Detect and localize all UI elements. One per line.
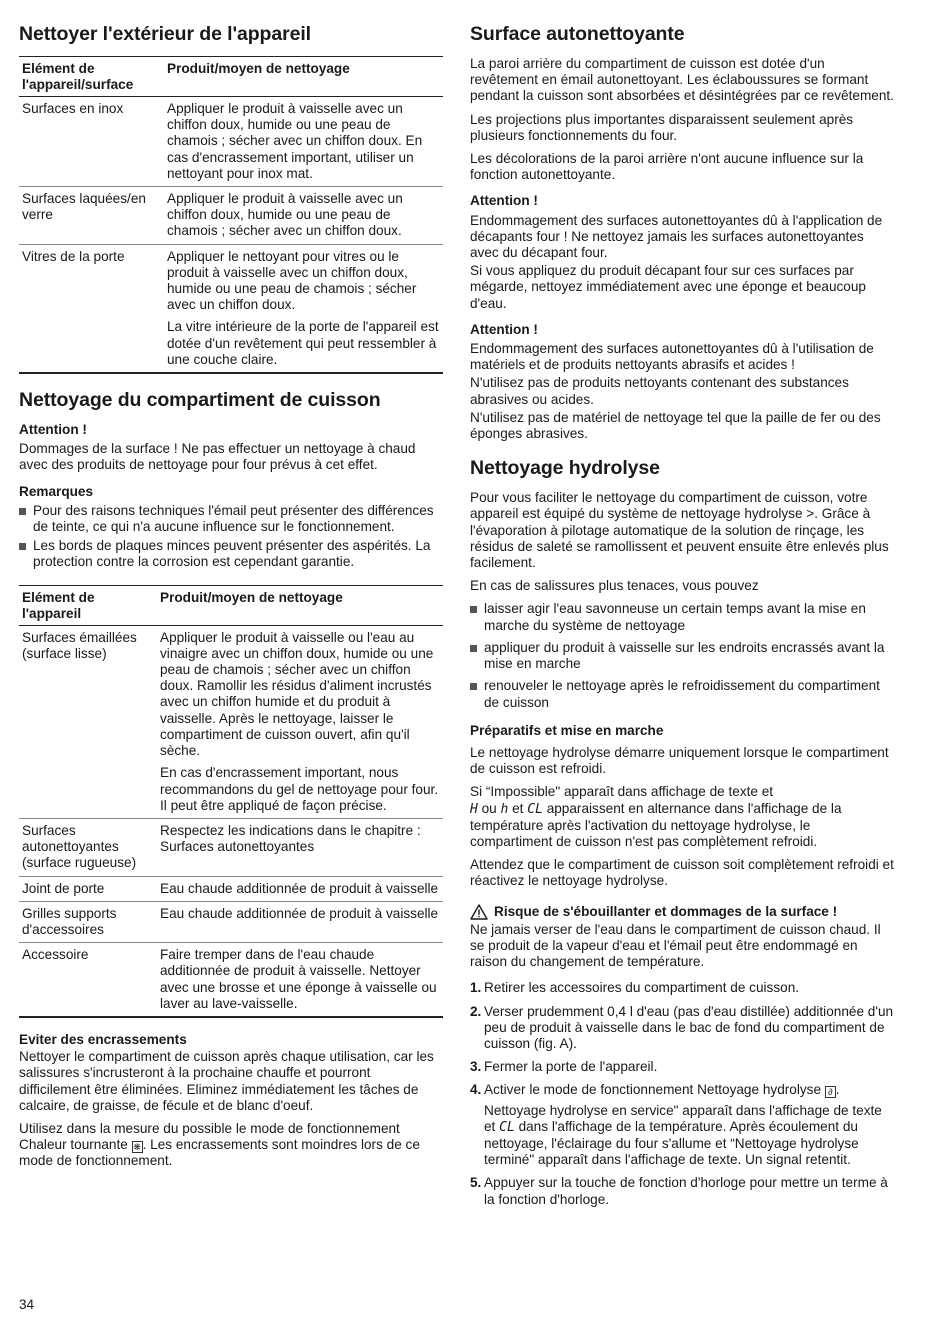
hydrolyse-mode-icon: ∂ — [825, 1086, 836, 1098]
steps-list — [470, 980, 894, 1207]
cell-text: Appliquer le produit à vaisselle avec un chiffon doux, humide ou une peau de chamois ; sécher avec un chiffon doux. — [167, 191, 403, 239]
warning-triangle-icon — [470, 904, 488, 920]
table-cell-element: Vitres de la porte — [22, 248, 125, 264]
hydrolyse-paragraph: Pour vous faciliter le nettoyage du compartiment de cuisson, votre appareil est équipé du système de nettoyage hydrolyse >. Grâce à l'évaporation à pilotage automatique de la solution de rinçage, les résidus de saleté se ramollissent et peuvent ensuite être enlevés plus facilement. — [470, 490, 889, 571]
convection-fan-icon: ❋ — [133, 1142, 141, 1153]
table-cell-element: Joint de porte — [19, 876, 157, 901]
table-cell-product — [164, 97, 443, 187]
table-row — [19, 97, 443, 187]
table1-header-element: Elément de l'appareil/surface — [19, 57, 164, 97]
step-text: Appuyer sur la touche de fonction d'horloge pour mettre un terme à la fonction d'horloge. — [484, 1175, 888, 1207]
step-text: Retirer les accessoires du compartiment de cuisson. — [484, 980, 800, 996]
table-cell-element: Surfaces en inox — [19, 97, 164, 187]
table-cell-product — [157, 943, 443, 1017]
list-item: laisser agir l'eau savonneuse un certain temps avant la mise en marche du système de nettoyage — [470, 601, 894, 633]
table-cell-product — [164, 187, 443, 245]
attention-text: N'utilisez pas de produits nettoyants contenant des substances abrasives ou acides. — [470, 375, 849, 407]
step-text: Fermer la porte de l'appareil. — [484, 1059, 658, 1075]
left-column — [19, 22, 443, 1177]
list-item — [470, 1175, 894, 1207]
list-item — [470, 1059, 894, 1075]
table-cell-product — [157, 625, 443, 818]
table-cell-product — [157, 901, 443, 942]
compartment-table — [19, 585, 443, 1018]
cell-text: Eau chaude additionnée de produit à vaisselle — [160, 880, 439, 896]
table-cell-element: Accessoire — [22, 947, 89, 963]
display-cl-symbol: CL — [527, 801, 543, 817]
step-text: Verser prudemment 0,4 l d'eau (pas d'eau distillée) additionnée d'un peu de produit à vaisselle dans le bac de fond du compartiment de cuisson (fig. A). — [484, 1003, 894, 1051]
attention-label: Attention ! — [19, 422, 87, 438]
display-cl-symbol: CL — [499, 1119, 515, 1135]
step-number: 1. — [470, 980, 482, 996]
table-row — [19, 187, 443, 245]
risk-label: Risque de s'ébouillanter et dommages de la surface ! — [494, 903, 838, 919]
table2-header-element: Elément de l'appareil — [19, 585, 157, 625]
cell-text: Respectez les indications dans le chapitre : Surfaces autonettoyantes — [160, 822, 421, 855]
utilisez-text-b: . Les encrassements sont moindres lors de ce mode de fonctionnement. — [19, 1137, 420, 1169]
text-segment: et — [512, 800, 524, 816]
display-h-lower-symbol: h — [500, 801, 509, 817]
attention-text: N'utilisez pas de matériel de nettoyage tel que la paille de fer ou des éponges abrasives. — [470, 409, 881, 442]
table-row — [19, 818, 443, 876]
right-column — [470, 22, 894, 1215]
table-cell-element: Surfaces autonettoyantes (surface rugueuse) — [19, 818, 157, 876]
table2-header-product: Produit/moyen de nettoyage — [157, 585, 443, 625]
preparatifs-label: Préparatifs et mise en marche — [470, 722, 664, 738]
heading-compartment: Nettoyage du compartiment de cuisson — [19, 389, 381, 412]
preparatifs-paragraph: Attendez que le compartiment de cuisson soit complètement refroidi et réactivez le nettoyage hydrolyse. — [470, 857, 894, 889]
list-item: renouveler le nettoyage après le refroidissement du compartiment de cuisson — [470, 678, 894, 710]
table-cell-element: Surfaces laquées/en verre — [19, 187, 164, 245]
cell-text: Eau chaude additionnée de produit à vaisselle — [160, 905, 439, 921]
table-row — [19, 244, 443, 373]
table-cell-product — [157, 818, 443, 876]
page-number: 34 — [19, 1297, 35, 1312]
table-row — [19, 876, 443, 901]
attention-text: Dommages de la surface ! Ne pas effectuer un nettoyage à chaud avec des produits de nettoyage pour four prévus à cet effet. — [19, 441, 416, 473]
remarques-label: Remarques — [19, 483, 94, 499]
preparatifs-paragraph: Le nettoyage hydrolyse démarre uniquement lorsque le compartiment de cuisson est refroidi. — [470, 744, 889, 777]
cell-text: Appliquer le nettoyant pour vitres ou le produit à vaisselle avec un chiffon doux, humide ou une peau de chamois ; sécher avec un chiffon doux. — [167, 248, 417, 313]
eviter-text: Nettoyer le compartiment de cuisson après chaque utilisation, car les salissures s'incrusteront à la prochaine chauffe et pourront difficilement être éliminées. Eliminez immédiatement les tâches de calcaire, de graisse, de fécule et de blanc d'oeuf. — [19, 1049, 434, 1113]
text-segment: Activer le mode de fonctionnement Nettoyage hydrolyse — [484, 1082, 822, 1098]
cell-text: Appliquer le produit à vaisselle avec un chiffon doux, humide ou une peau de chamois ; sécher avec un chiffon doux. En cas d'encrassement important, utiliser un nettoyant pour inox mat. — [167, 101, 423, 181]
list-item — [470, 1082, 894, 1168]
attention-text: Endommagement des surfaces autonettoyantes dû à l'utilisation de matériels et de produits nettoyants abrasifs et acides ! — [470, 341, 874, 373]
text-segment: Nettoyage hydrolyse en service" apparaît dans l'affichage de texte et — [484, 1102, 882, 1134]
risk-text: Ne jamais verser de l'eau dans le compartiment de cuisson chaud. Il se produit de la vapeur d'eau et l'émail peut être endommagé en raison du changement de température. — [470, 921, 881, 970]
step-text: Activer le mode de fonctionnement Nettoyage hydrolyse ∂ . — [484, 1082, 840, 1098]
display-h-upper-symbol: H — [470, 801, 478, 817]
utilisez-text-a: Utilisez dans la mesure du possible le mode de fonctionnement Chaleur tournante — [19, 1120, 400, 1153]
cell-text: Faire tremper dans de l'eau chaude additionnée de produit à vaisselle. Nettoyer avec une brosse et une éponge à vaisselle ou laver au lave-vaisselle. — [160, 947, 437, 1011]
table-row — [19, 901, 443, 942]
hydrolyse-paragraph: En cas de salissures plus tenaces, vous pouvez — [470, 578, 759, 594]
list-item — [470, 1004, 894, 1053]
utilisez-text — [19, 1121, 443, 1170]
text-segment: apparaissent en alternance dans l'affichage de la température après l'activation du nettoyage hydrolyse, le compartiment de cuisson n'est pas complètement refroidi. — [470, 800, 842, 849]
eviter-label: Eviter des encrassements — [19, 1031, 187, 1047]
text-segment: Si “Impossible" apparaît dans affichage de texte et — [470, 784, 774, 800]
table-cell-product — [157, 876, 443, 901]
surface-paragraph: Les décolorations de la paroi arrière n'ont aucune influence sur la fonction autonettoyante. — [470, 151, 864, 183]
step-number: 5. — [470, 1175, 482, 1191]
exterior-table — [19, 56, 443, 374]
text-segment: dans l'affichage de la température. Après écoulement du nettoyage, l'éclairage du four s'allume et “Nettoyage hydrolyse terminé" apparaît dans l'affichage de texte. Un signal retentit. — [484, 1118, 859, 1168]
step-number: 2. — [470, 1003, 482, 1019]
table-cell-product — [164, 244, 443, 373]
preparatifs-paragraph — [470, 784, 894, 850]
table-row — [19, 625, 443, 818]
list-item: appliquer du produit à vaisselle sur les endroits encrassés avant la mise en marche — [470, 640, 894, 672]
cell-text: Appliquer le produit à vaisselle ou l'eau au vinaigre avec un chiffon doux, humide ou une peau de chamois ; sécher avec un chiffon doux. Ramollir les résidus d'aliment incrustés avec un chiffon humide et du produit à vaisselle. Après le nettoyage, laisser le compartiment de cuisson ouvert, afin qu'il sèche. — [160, 629, 434, 759]
heading-hydrolyse: Nettoyage hydrolyse — [470, 457, 660, 480]
attention-text: Endommagement des surfaces autonettoyantes dû à l'application de décapants four ! Ne nettoyez jamais les surfaces autonettoyantes avec du décapant four. — [470, 212, 883, 261]
step-number: 3. — [470, 1059, 482, 1075]
list-item: Pour des raisons techniques l'émail peut présenter des différences de teinte, ce qui n'a aucune influence sur le fonctionnement. — [19, 503, 443, 535]
list-item — [470, 980, 894, 996]
step-subtext — [484, 1103, 894, 1169]
surface-paragraph: Les projections plus importantes disparaissent seulement après plusieurs fonctionnements du four. — [470, 111, 854, 143]
attention-text: Si vous appliquez du produit décapant four sur ces surfaces par mégarde, nettoyez immédiatement avec une éponge et beaucoup d'eau. — [470, 263, 866, 311]
attention-label: Attention ! — [470, 193, 538, 209]
attention-label: Attention ! — [470, 321, 538, 337]
step-number: 4. — [470, 1082, 482, 1098]
table-cell-element: Surfaces émaillées (surface lisse) — [19, 625, 157, 818]
remarques-list — [19, 503, 443, 571]
heading-exterior: Nettoyer l'extérieur de l'appareil — [19, 23, 311, 45]
hydrolyse-list — [470, 601, 894, 710]
cell-text: La vitre intérieure de la porte de l'appareil est dotée d'un revêtement qui peut ressembler à une couche claire. — [167, 319, 439, 367]
text-segment: ou — [481, 800, 497, 816]
list-item: Les bords de plaques minces peuvent présenter des aspérités. La protection contre la corrosion est cependant garantie. — [19, 538, 443, 570]
table-row — [19, 943, 443, 1017]
table-cell-element: Grilles supports d'accessoires — [19, 901, 157, 942]
cell-text: En cas d'encrassement important, nous recommandons du gel de nettoyage pour four. Il peut être appliqué de façon précise. — [160, 765, 439, 813]
table1-header-product: Produit/moyen de nettoyage — [164, 57, 443, 97]
surface-paragraph: La paroi arrière du compartiment de cuisson est dotée d'un revêtement en émail autonettoyant. Les éclaboussures se formant pendant la cuisson sont absorbées et désintégrées par ce revêtement. — [470, 56, 894, 104]
risk-warning-title — [470, 904, 894, 920]
heading-surface: Surface autonettoyante — [470, 23, 685, 45]
